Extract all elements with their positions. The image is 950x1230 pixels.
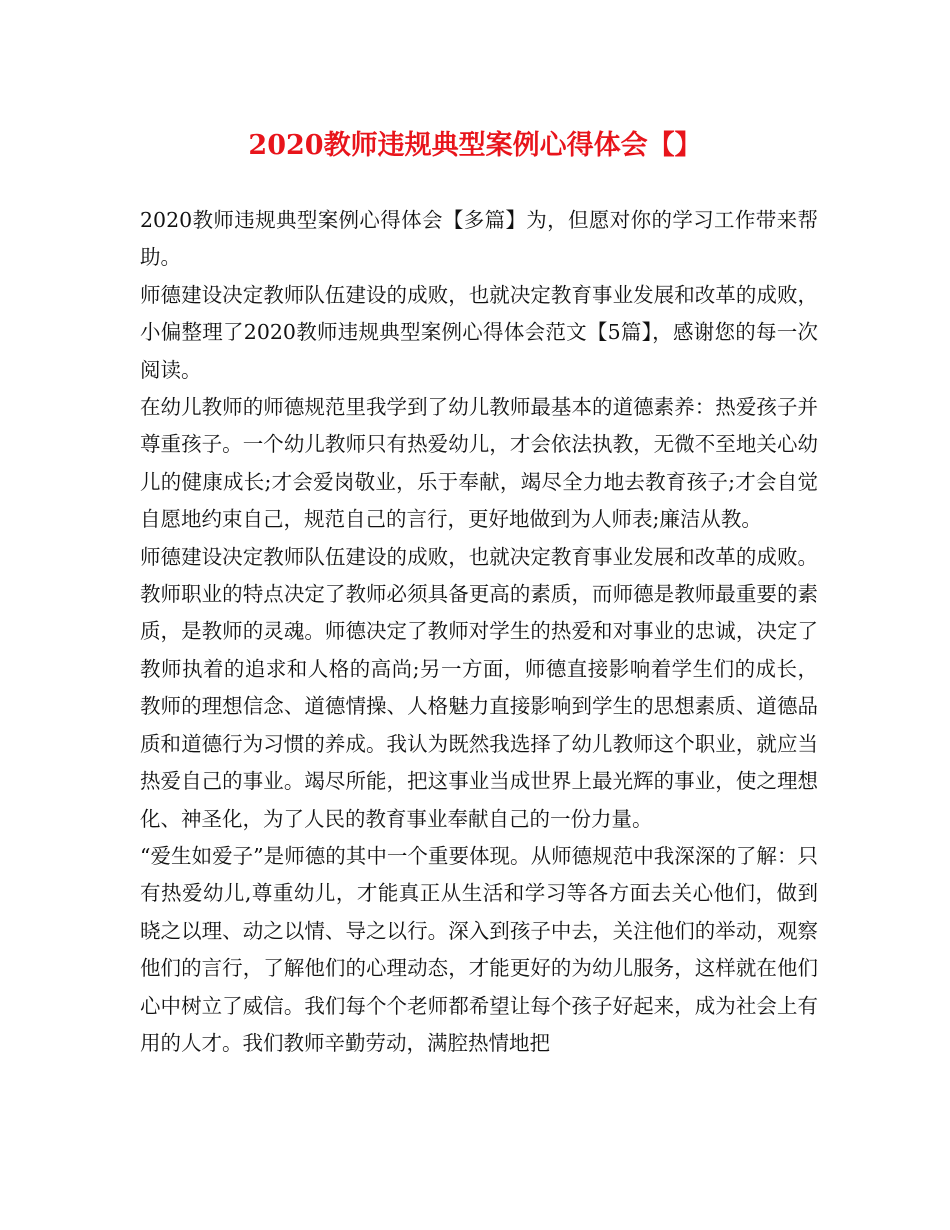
- paragraph: 师德建设决定教师队伍建设的成败，也就决定教育事业发展和改革的成败。教师职业的特点决定了教师必须具备更高的素质，而师德是教师最重要的素质，是教师的灵魂。师德决定了教师对学生的热爱和对事业的忠诚，决定了教师执着的追求和人格的高尚;另一方面，师德直接影响着学生们的成长，教师的理想信念、道德情操、人格魅力直接影响到学生的思想素质、道德品质和道德行为习惯的养成。我认为既然我选择了幼儿教师这个职业，就应当热爱自己的事业。竭尽所能，把这事业当成世界上最光辉的事业，使之理想化、神圣化，为了人民的教育事业奉献自己的一份力量。: [140, 544, 818, 831]
- paragraph: “爱生如爱子”是师德的其中一个重要体现。从师德规范中我深深的了解：只有热爱幼儿,尊重幼儿，才能真正从生活和学习等各方面去关心他们，做到晓之以理、动之以情、导之以行。深入到孩子中去，关注他们的举动，观察他们的言行，了解他们的心理动态，才能更好的为幼儿服务，这样就在他们心中树立了威信。我们每个个老师都希望让每个孩子好起来，成为社会上有用的人才。我们教师辛勤劳动，满腔热情地把: [140, 843, 818, 1055]
- paragraph: 师德建设决定教师队伍建设的成败，也就决定教育事业发展和改革的成败，小偏整理了2020教师违规典型案例心得体会范文【5篇】，感谢您的每一次阅读。: [140, 282, 818, 382]
- paragraph: 在幼儿教师的师德规范里我学到了幼儿教师最基本的道德素养：热爱孩子并尊重孩子。一个幼儿教师只有热爱幼儿，才会依法执教，无微不至地关心幼儿的健康成长;才会爱岗敬业，乐于奉献，竭尽全力地去教育孩子;才会自觉自愿地约束自己，规范自己的言行，更好地做到为人师表;廉洁从教。: [140, 395, 818, 532]
- document-body: [140, 202, 818, 1062]
- paragraph: 2020教师违规典型案例心得体会【多篇】为，但愿对你的学习工作带来帮助。: [140, 208, 818, 270]
- document-title: 2020教师违规典型案例心得体会【】: [248, 130, 702, 161]
